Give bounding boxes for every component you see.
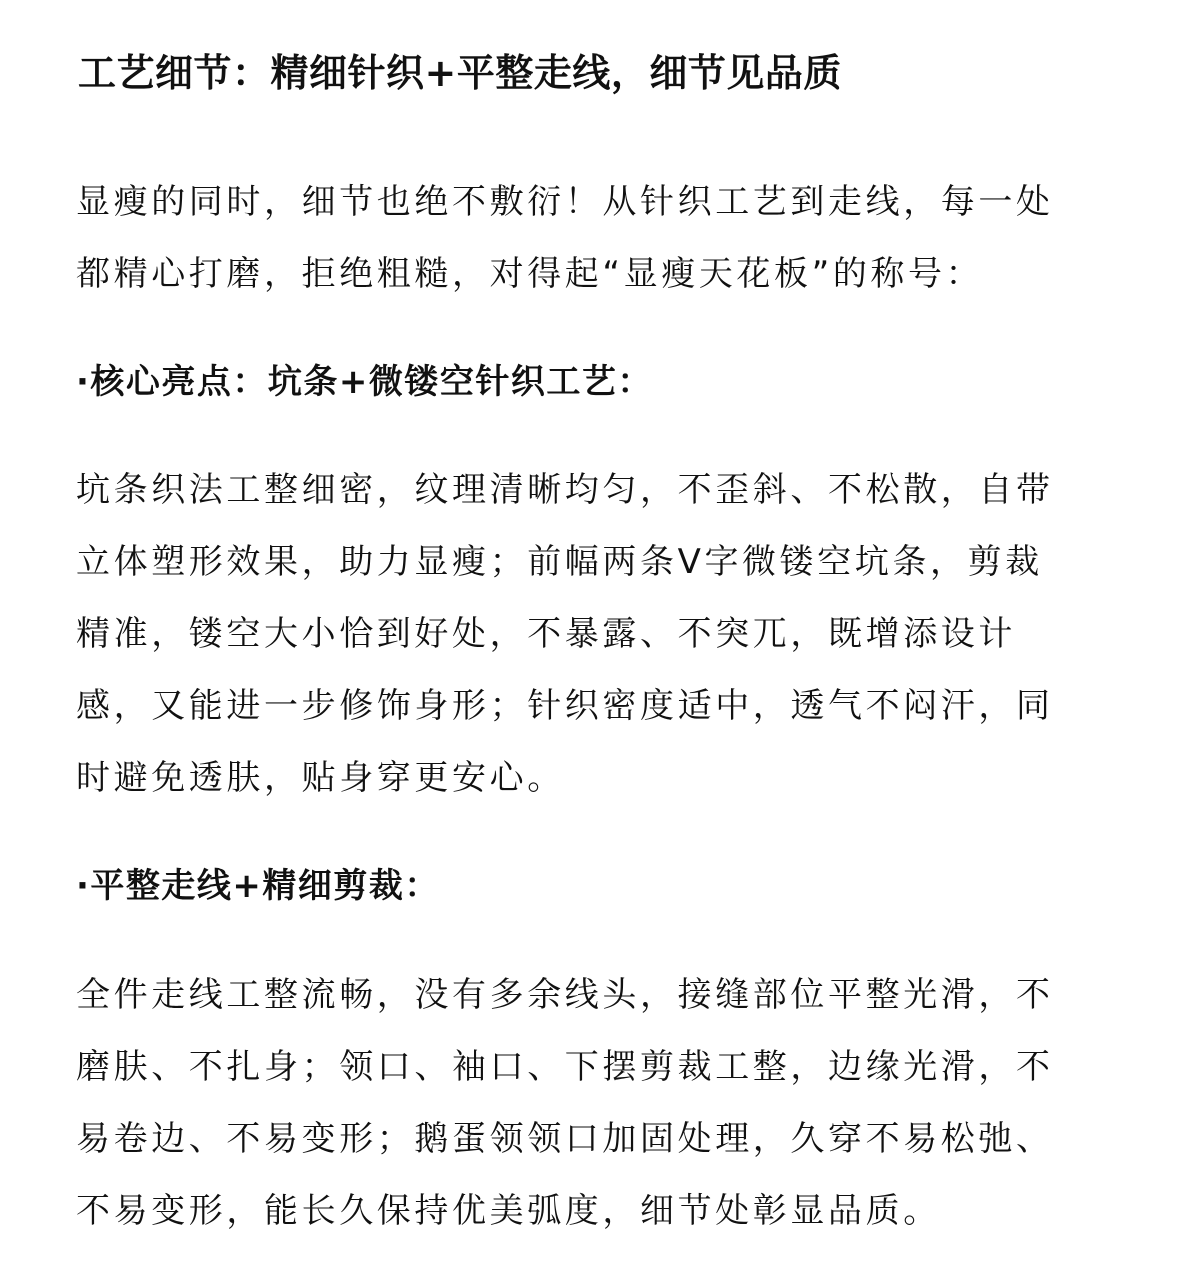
section-heading-stitching: ·平整走线+精细剪裁：: [76, 866, 440, 906]
intro-line: 显瘦的同时，细节也绝不敷衍！从针织工艺到走线，每一处: [76, 182, 1054, 222]
section-paragraph-stitching: [76, 959, 1120, 1247]
paragraph-line: 坑条织法工整细密，纹理清晰均匀，不歪斜、不松散，自带: [76, 470, 1054, 510]
page-title: 工艺细节：精细针织+平整走线，细节见品质: [78, 51, 842, 95]
paragraph-line: 感，又能进一步修饰身形；针织密度适中，透气不闷汗，同: [76, 686, 1054, 726]
paragraph-line: 易卷边、不易变形；鹅蛋领领口加固处理，久穿不易松弛、: [76, 1119, 1054, 1159]
paragraph-line: 不易变形，能长久保持优美弧度，细节处彰显品质。: [76, 1191, 941, 1231]
intro-line: 都精心打磨，拒绝粗糙，对得起“显瘦天花板”的称号：: [76, 254, 984, 294]
paragraph-line: 全件走线工整流畅，没有多余线头，接缝部位平整光滑，不: [76, 975, 1054, 1015]
section-heading-knit: ·核心亮点：坑条+微镂空针织工艺：: [76, 362, 653, 402]
paragraph-line: 立体塑形效果，助力显瘦；前幅两条V字微镂空坑条，剪裁: [76, 542, 1043, 582]
section-paragraph-knit: [76, 454, 1120, 814]
paragraph-line: 时避免透肤，贴身穿更安心。: [76, 758, 565, 798]
paragraph-line: 磨肤、不扎身；领口、袖口、下摆剪裁工整，边缘光滑，不: [76, 1047, 1054, 1087]
intro-paragraph: [76, 166, 1120, 310]
paragraph-line: 精准，镂空大小恰到好处，不暴露、不突兀，既增添设计: [76, 614, 1016, 654]
